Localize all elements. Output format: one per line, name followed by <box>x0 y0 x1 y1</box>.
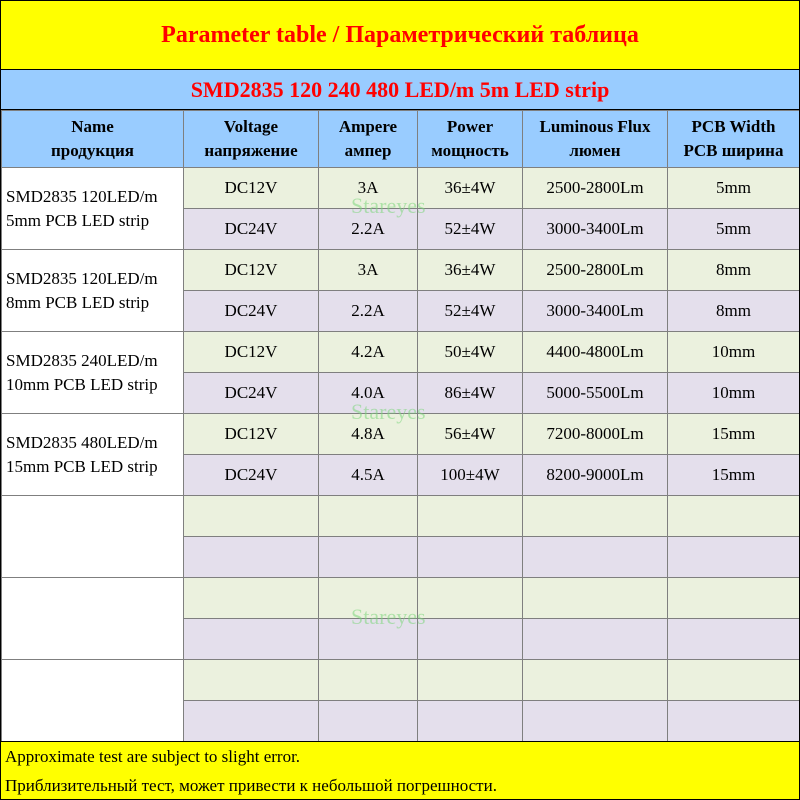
cell-ampere: 4.8A <box>319 414 418 455</box>
table-row <box>2 332 800 373</box>
cell-voltage: DC12V <box>184 414 319 455</box>
cell-ampere: 4.5A <box>319 455 418 496</box>
table-row <box>2 168 800 209</box>
cell-power <box>418 660 523 701</box>
cell-width: 5mm <box>668 168 800 209</box>
cell-flux: 3000-3400Lm <box>523 209 668 250</box>
cell-flux <box>523 660 668 701</box>
product-name-line1: SMD2835 120LED/m <box>6 186 158 206</box>
cell-flux <box>523 496 668 537</box>
table-row <box>2 578 800 619</box>
product-name-cell <box>2 332 184 414</box>
header-pcb-width: PCB Width PCB ширина <box>668 111 800 168</box>
header-power: Power мощность <box>418 111 523 168</box>
cell-power <box>418 496 523 537</box>
header-voltage: Voltage напряжение <box>184 111 319 168</box>
cell-voltage: DC24V <box>184 373 319 414</box>
cell-power: 36±4W <box>418 250 523 291</box>
cell-power: 52±4W <box>418 209 523 250</box>
product-name-cell <box>2 414 184 496</box>
product-name-line1: SMD2835 120LED/m <box>6 268 158 288</box>
cell-width <box>668 537 800 578</box>
cell-voltage: DC24V <box>184 209 319 250</box>
cell-flux: 3000-3400Lm <box>523 291 668 332</box>
cell-width: 5mm <box>668 209 800 250</box>
table-row <box>2 496 800 537</box>
cell-ampere: 4.2A <box>319 332 418 373</box>
watermark-text: Stareyes <box>351 193 426 218</box>
cell-power: 36±4W <box>418 168 523 209</box>
table-row <box>2 414 800 455</box>
product-name-line2: 8mm PCB LED strip <box>6 292 150 312</box>
cell-width <box>668 660 800 701</box>
product-name-line1: SMD2835 240LED/m <box>6 350 158 370</box>
cell-power: 52±4W <box>418 291 523 332</box>
watermark-text: Stareyes <box>351 399 426 424</box>
product-name-cell <box>2 496 184 578</box>
cell-power: 56±4W <box>418 414 523 455</box>
cell-voltage <box>184 701 319 742</box>
cell-flux: 5000-5500Lm <box>523 373 668 414</box>
cell-flux: 2500-2800Lm <box>523 168 668 209</box>
header-luminous-flux: Luminous Flux люмен <box>523 111 668 168</box>
cell-width: 10mm <box>668 373 800 414</box>
footer-note <box>1 741 799 800</box>
table-row <box>2 250 800 291</box>
cell-ampere <box>319 537 418 578</box>
product-name-line2: 5mm PCB LED strip <box>6 210 150 230</box>
footer-note-russian: Приблизительный тест, может привести к небольшой погрешности. <box>5 776 497 795</box>
cell-width <box>668 619 800 660</box>
cell-width: 10mm <box>668 332 800 373</box>
subtitle-bar <box>1 70 799 110</box>
cell-voltage: DC12V <box>184 250 319 291</box>
cell-power: 50±4W <box>418 332 523 373</box>
cell-width <box>668 578 800 619</box>
title-bar <box>1 1 799 70</box>
cell-voltage <box>184 619 319 660</box>
cell-width: 8mm <box>668 250 800 291</box>
cell-power <box>418 537 523 578</box>
cell-ampere <box>319 619 418 660</box>
header-name: Name продукция <box>2 111 184 168</box>
product-name-line2: 15mm PCB LED strip <box>6 456 158 476</box>
cell-width: 15mm <box>668 414 800 455</box>
cell-flux <box>523 619 668 660</box>
cell-power <box>418 578 523 619</box>
product-subtitle: SMD2835 120 240 480 LED/m 5m LED strip <box>190 76 610 102</box>
cell-flux <box>523 701 668 742</box>
table-row <box>2 660 800 701</box>
parameter-table <box>1 110 800 742</box>
header-row <box>2 111 800 168</box>
product-name-cell <box>2 578 184 660</box>
product-name-cell <box>2 660 184 742</box>
cell-flux <box>523 578 668 619</box>
cell-ampere <box>319 660 418 701</box>
page-title: Parameter table / Параметрический таблица <box>161 21 639 48</box>
cell-power: 86±4W <box>418 373 523 414</box>
cell-voltage: DC24V <box>184 291 319 332</box>
header-ampere: Ampere ампер <box>319 111 418 168</box>
cell-voltage <box>184 578 319 619</box>
cell-ampere: 3A <box>319 168 418 209</box>
product-name-cell <box>2 168 184 250</box>
cell-voltage <box>184 660 319 701</box>
cell-flux: 8200-9000Lm <box>523 455 668 496</box>
product-name-line2: 10mm PCB LED strip <box>6 374 158 394</box>
cell-power <box>418 619 523 660</box>
cell-ampere <box>319 578 418 619</box>
cell-flux: 4400-4800Lm <box>523 332 668 373</box>
cell-voltage <box>184 496 319 537</box>
product-name-line1: SMD2835 480LED/m <box>6 432 158 452</box>
cell-ampere: 2.2A <box>319 291 418 332</box>
footer-note-english: Approximate test are subject to slight error. <box>5 747 301 766</box>
cell-width <box>668 701 800 742</box>
cell-flux: 2500-2800Lm <box>523 250 668 291</box>
cell-ampere <box>319 701 418 742</box>
cell-voltage <box>184 537 319 578</box>
cell-flux: 7200-8000Lm <box>523 414 668 455</box>
cell-ampere: 3A <box>319 250 418 291</box>
cell-ampere: 2.2A <box>319 209 418 250</box>
cell-width: 8mm <box>668 291 800 332</box>
cell-width <box>668 496 800 537</box>
cell-voltage: DC12V <box>184 168 319 209</box>
cell-width: 15mm <box>668 455 800 496</box>
cell-power: 100±4W <box>418 455 523 496</box>
cell-flux <box>523 537 668 578</box>
cell-ampere: 4.0A <box>319 373 418 414</box>
cell-ampere <box>319 496 418 537</box>
watermark-text: Stareyes <box>351 604 426 629</box>
product-name-cell <box>2 250 184 332</box>
cell-power <box>418 701 523 742</box>
cell-voltage: DC24V <box>184 455 319 496</box>
cell-voltage: DC12V <box>184 332 319 373</box>
